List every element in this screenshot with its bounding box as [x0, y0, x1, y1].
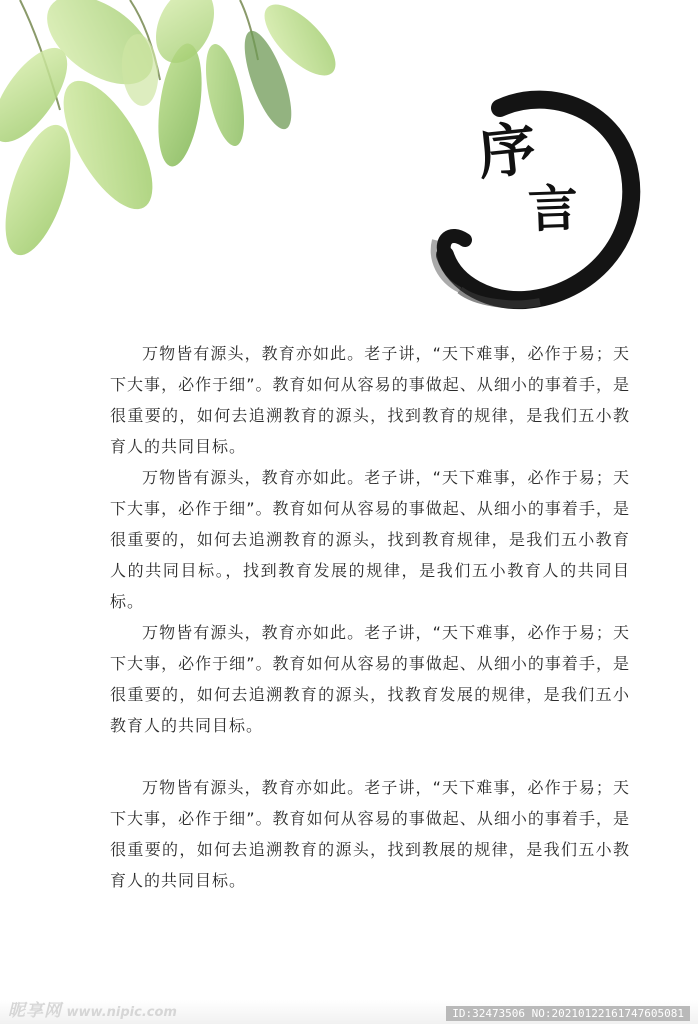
preface-body	[110, 338, 630, 896]
watermark-brand	[8, 996, 177, 1021]
watermark-brand-name: 昵享网	[8, 1001, 62, 1021]
page-title	[470, 112, 620, 262]
title-char-preface: 序	[474, 114, 540, 188]
watermark-id: ID:32473506 NO:20210122161747605081	[446, 1006, 690, 1021]
leaves-decoration	[0, 0, 360, 270]
paragraph-2: 万物皆有源头，教育亦如此。老子讲，“天下难事，必作于易；天下大事，必作于细”。教育如何从容易的事做起、从细小的事着手，是很重要的，如何去追溯教育的源头，找到教育规律，是我们五小教育人的共同目标。，找到教育发展的规律，是我们五小教育人的共同目标。	[110, 468, 630, 611]
watermark-bar	[0, 1000, 698, 1024]
paragraph-4: 万物皆有源头，教育亦如此。老子讲，“天下难事，必作于易；天下大事，必作于细”。教育如何从容易的事做起、从细小的事着手，是很重要的，如何去追溯教育的源头，找到教展的规律，是我们五小教育人的共同目标。	[110, 778, 630, 890]
watermark-url: www.nipic.com	[66, 1005, 177, 1020]
title-char-words: 言	[526, 178, 579, 239]
paragraph-1: 万物皆有源头，教育亦如此。老子讲，“天下难事，必作于易；天下大事，必作于细”。教育如何从容易的事做起、从细小的事着手，是很重要的，如何去追溯教育的源头，找到教育的规律，是我们五小教育人的共同目标。	[110, 344, 630, 456]
paragraph-3: 万物皆有源头，教育亦如此。老子讲，“天下难事，必作于易；天下大事，必作于细”。教育如何从容易的事做起、从细小的事着手，是很重要的，如何去追溯教育的源头，找教育发展的规律，是我们五小教育人的共同目标。	[110, 623, 630, 735]
